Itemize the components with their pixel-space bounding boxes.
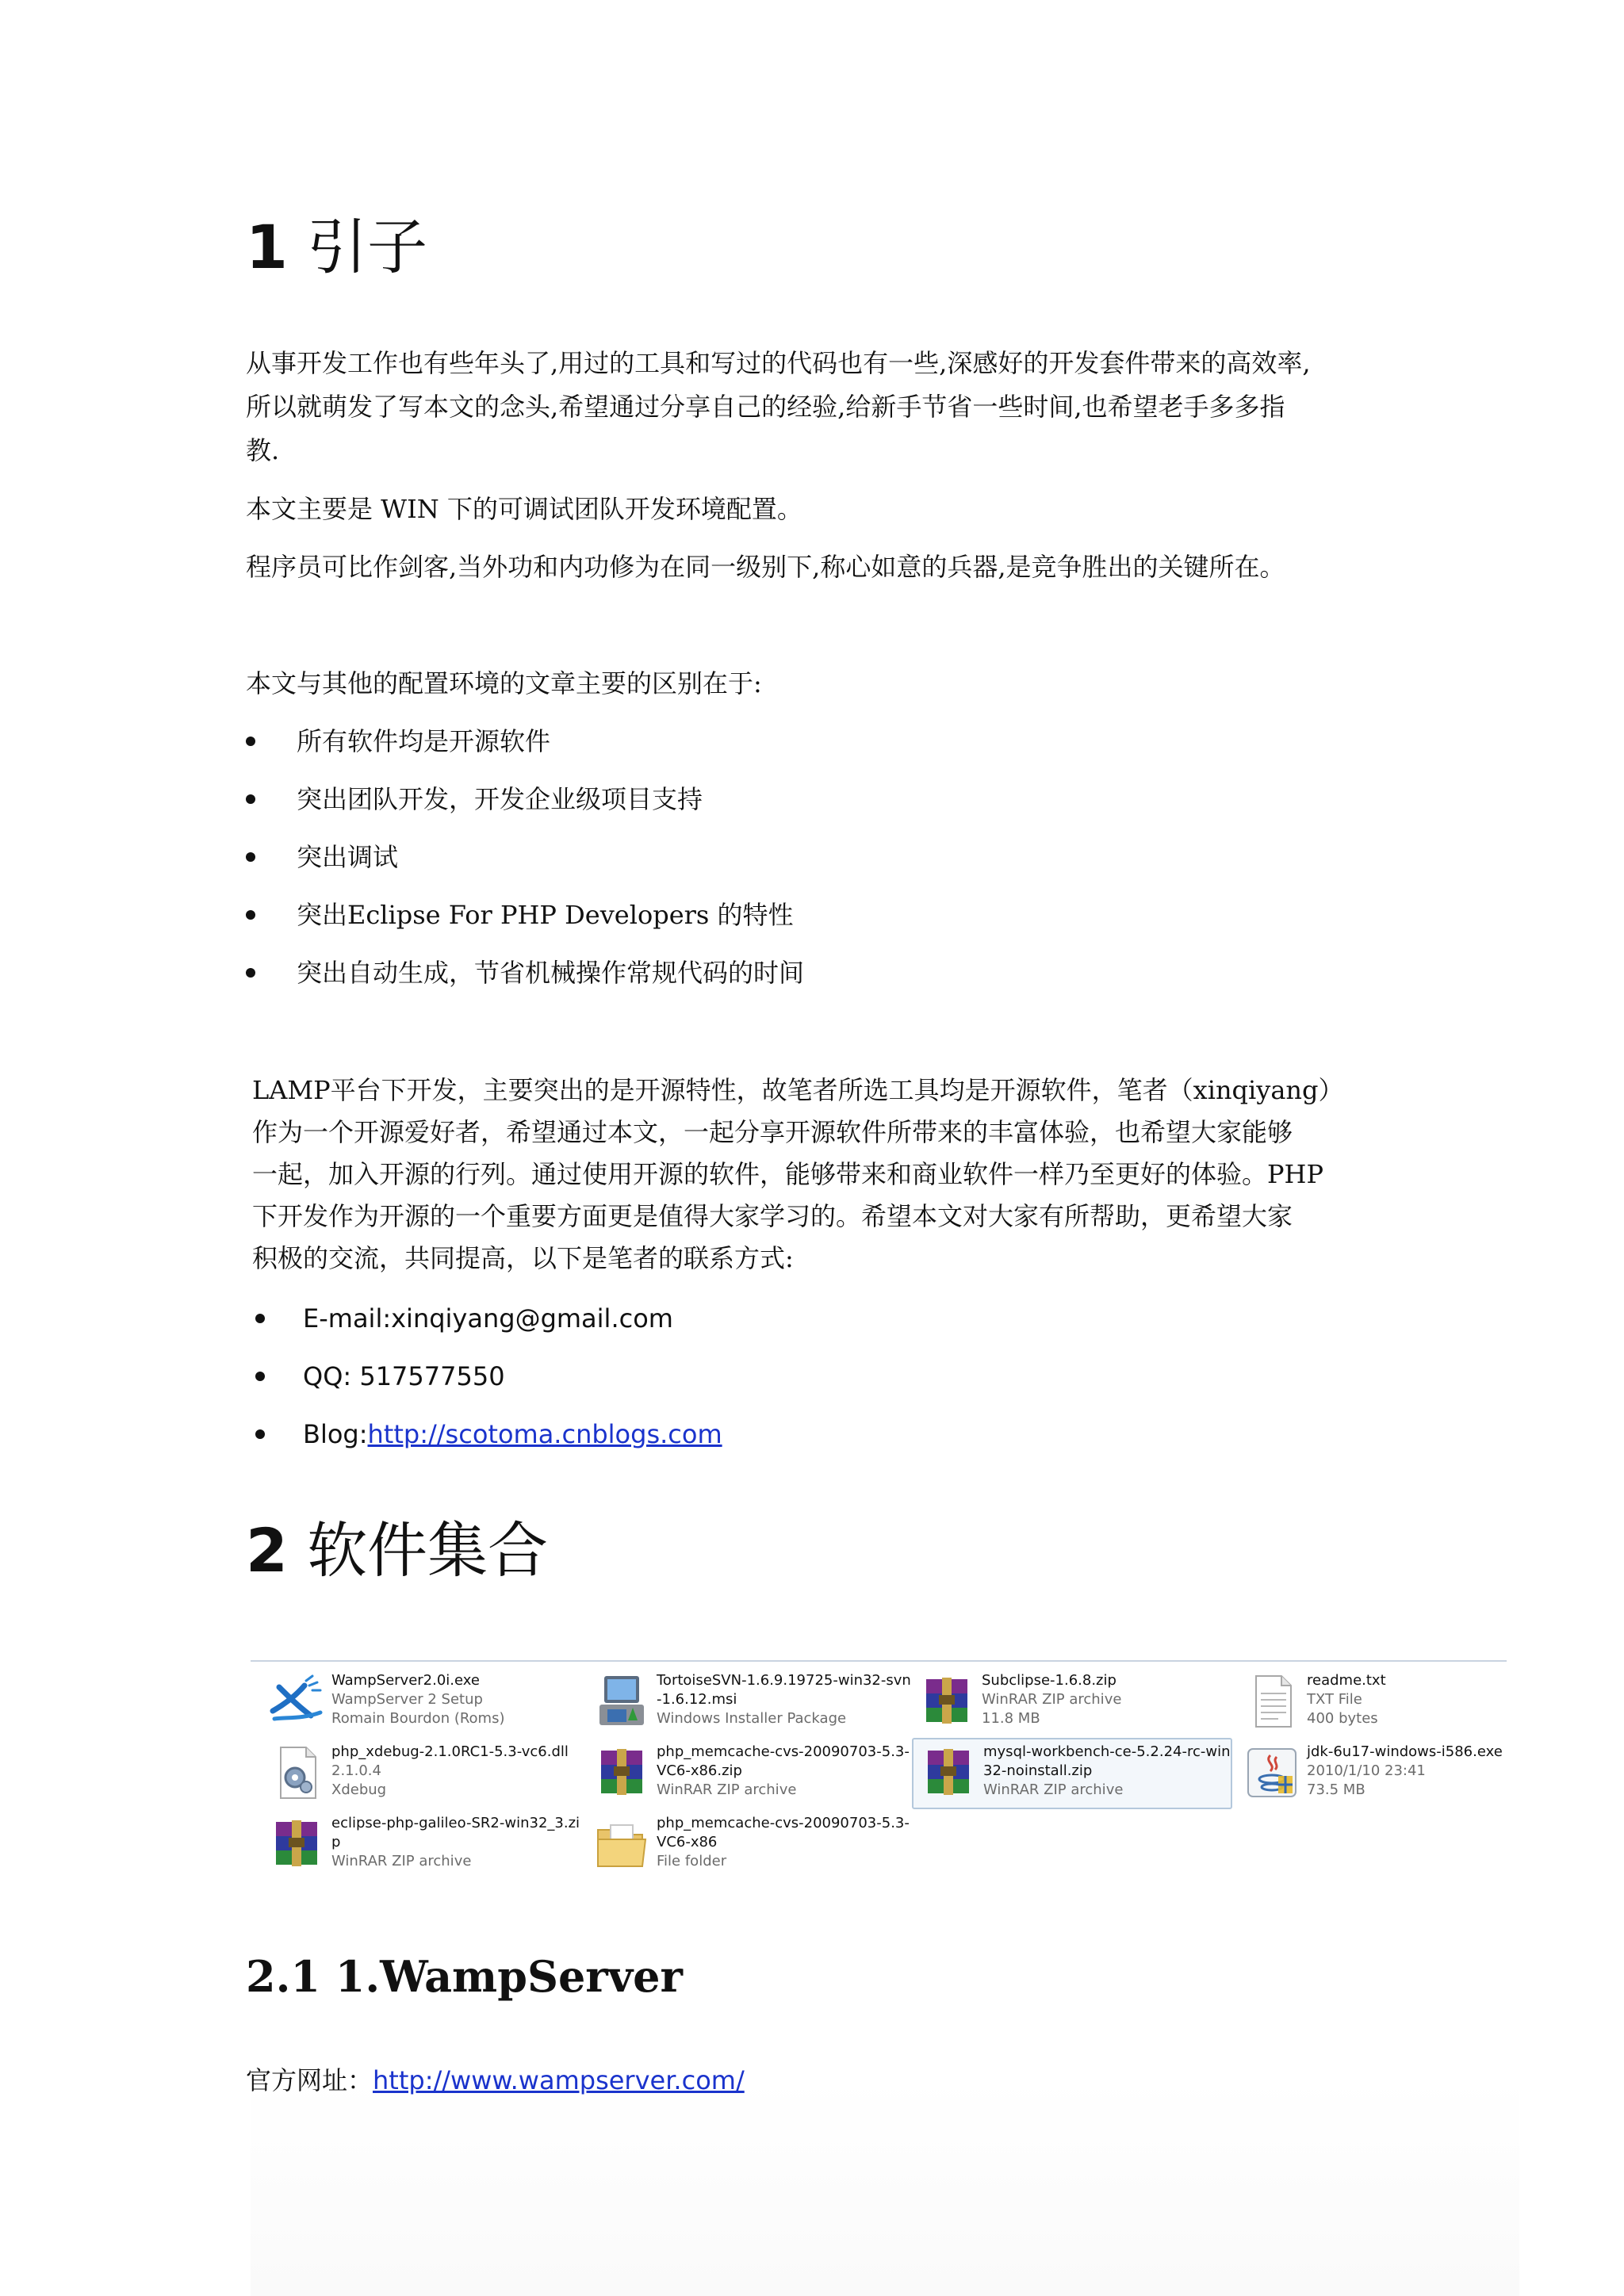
wampserver-icon (268, 1673, 325, 1730)
scope-text: 本文主要是 WIN 下的可调试团队开发环境配置。 (246, 494, 802, 524)
file-detail: Xdebug (331, 1781, 387, 1798)
file-detail: WinRAR ZIP archive (983, 1781, 1124, 1798)
file-detail: 73.5 MB (1307, 1781, 1365, 1798)
file-detail: TXT File (1307, 1691, 1362, 1708)
text-file-icon (1243, 1673, 1300, 1730)
file-name: Subclipse-1.6.8.zip (982, 1672, 1116, 1689)
file-name: php_xdebug-2.1.0RC1-5.3-vc6.dll (331, 1743, 569, 1760)
file-item[interactable] (587, 1811, 910, 1879)
bullet-icon (255, 1429, 265, 1439)
file-detail: 2.1.0.4 (331, 1762, 381, 1779)
file-item[interactable] (262, 1668, 579, 1736)
file-item[interactable] (912, 1668, 1229, 1736)
bullet-icon (246, 910, 255, 920)
section-number: 2 (246, 1515, 288, 1586)
section-title: 引子 (307, 212, 428, 282)
file-item[interactable] (262, 1739, 579, 1808)
file-list-screenshot (251, 1660, 1507, 1890)
file-name: readme.txt (1307, 1672, 1386, 1689)
winrar-archive-icon (920, 1744, 977, 1801)
analogy-text: 程序员可比作剑客,当外功和内功修为在同一级别下,称心如意的兵器,是竞争胜出的关键所在。 (246, 552, 1285, 582)
subsection-heading: 2.1 1.WampServer (246, 1951, 683, 2002)
site-link[interactable]: http://www.wampserver.com/ (373, 2065, 745, 2095)
file-detail: File folder (657, 1853, 727, 1869)
bullet-icon (255, 1372, 265, 1381)
file-name: php_memcache-cvs-20090703-5.3- (657, 1743, 910, 1760)
bullet-icon (246, 737, 255, 746)
lamp-line-3: 一起，加入开源的行列。通过使用开源的软件，能够带来和商业软件一样乃至更好的体验。PHP (252, 1159, 1323, 1189)
intro-line-3: 教. (246, 435, 280, 465)
official-site (246, 2064, 745, 2096)
file-detail: WampServer 2 Setup (331, 1691, 483, 1708)
file-name: TortoiseSVN-1.6.9.19725-win32-svn (657, 1672, 911, 1689)
bullet-icon (246, 794, 255, 804)
file-name-cont: p (331, 1834, 341, 1850)
file-name-cont: -1.6.12.msi (657, 1691, 737, 1708)
file-detail: 400 bytes (1307, 1710, 1378, 1727)
winrar-archive-icon (593, 1744, 650, 1801)
page-shadow (251, 2077, 1519, 2296)
lamp-line-1: LAMP平台下开发，主要突出的是开源特性，故笔者所选工具均是开源软件，笔者（xinqiyang） (252, 1075, 1344, 1105)
file-name: eclipse-php-galileo-SR2-win32_3.zi (331, 1815, 580, 1831)
file-name-cont: VC6-x86 (657, 1834, 718, 1850)
file-detail: WinRAR ZIP archive (657, 1781, 797, 1798)
file-name-cont: 32-noinstall.zip (983, 1762, 1093, 1779)
file-item-selected[interactable] (912, 1738, 1232, 1809)
file-item[interactable] (587, 1668, 911, 1736)
java-installer-icon (1243, 1744, 1300, 1801)
file-name: mysql-workbench-ce-5.2.24-rc-win (983, 1743, 1231, 1760)
winrar-archive-icon (268, 1816, 325, 1873)
file-detail: WinRAR ZIP archive (331, 1853, 472, 1869)
file-item[interactable] (1237, 1739, 1554, 1808)
winrar-archive-icon (918, 1673, 975, 1730)
file-item[interactable] (587, 1739, 910, 1808)
file-detail: Windows Installer Package (657, 1710, 847, 1727)
site-label: 官方网址： (246, 2065, 373, 2095)
file-name-cont: VC6-x86.zip (657, 1762, 742, 1779)
file-detail: 11.8 MB (982, 1710, 1040, 1727)
file-detail: WinRAR ZIP archive (982, 1691, 1122, 1708)
section-heading-1 (246, 212, 428, 282)
msi-installer-icon (593, 1673, 650, 1730)
blog-label: Blog: (303, 1419, 368, 1449)
file-item[interactable] (1237, 1668, 1554, 1736)
folder-icon (593, 1816, 650, 1873)
intro-line-2: 所以就萌发了写本文的念头,希望通过分享自己的经验,给新手节省一些时间,也希望老手多多指 (246, 392, 1285, 422)
file-name: WampServer2.0i.exe (331, 1672, 480, 1689)
file-detail: Romain Bourdon (Roms) (331, 1710, 505, 1727)
section-heading-2 (246, 1515, 549, 1586)
lamp-line-5: 积极的交流，共同提高，以下是笔者的联系方式: (252, 1243, 794, 1273)
lamp-line-4: 下开发作为开源的一个重要方面更是值得大家学习的。希望本文对大家有所帮助，更希望大家 (252, 1201, 1293, 1231)
bullet-icon (246, 852, 255, 862)
difference-intro: 本文与其他的配置环境的文章主要的区别在于: (246, 668, 762, 698)
file-item[interactable] (262, 1811, 579, 1879)
dll-gear-icon (268, 1744, 325, 1801)
blog-link[interactable]: http://scotoma.cnblogs.com (367, 1419, 722, 1449)
file-name: jdk-6u17-windows-i586.exe (1307, 1743, 1503, 1760)
bullet-icon (255, 1314, 265, 1323)
intro-line-1: 从事开发工作也有些年头了,用过的工具和写过的代码也有一些,深感好的开发套件带来的高效率, (246, 348, 1311, 378)
section-number: 1 (246, 212, 288, 282)
file-name: php_memcache-cvs-20090703-5.3- (657, 1815, 910, 1831)
file-detail: 2010/1/10 23:41 (1307, 1762, 1426, 1779)
section-title: 软件集合 (307, 1515, 549, 1586)
lamp-line-2: 作为一个开源爱好者，希望通过本文，一起分享开源软件所带来的丰富体验，也希望大家能够 (252, 1117, 1293, 1147)
bullet-icon (246, 968, 255, 978)
